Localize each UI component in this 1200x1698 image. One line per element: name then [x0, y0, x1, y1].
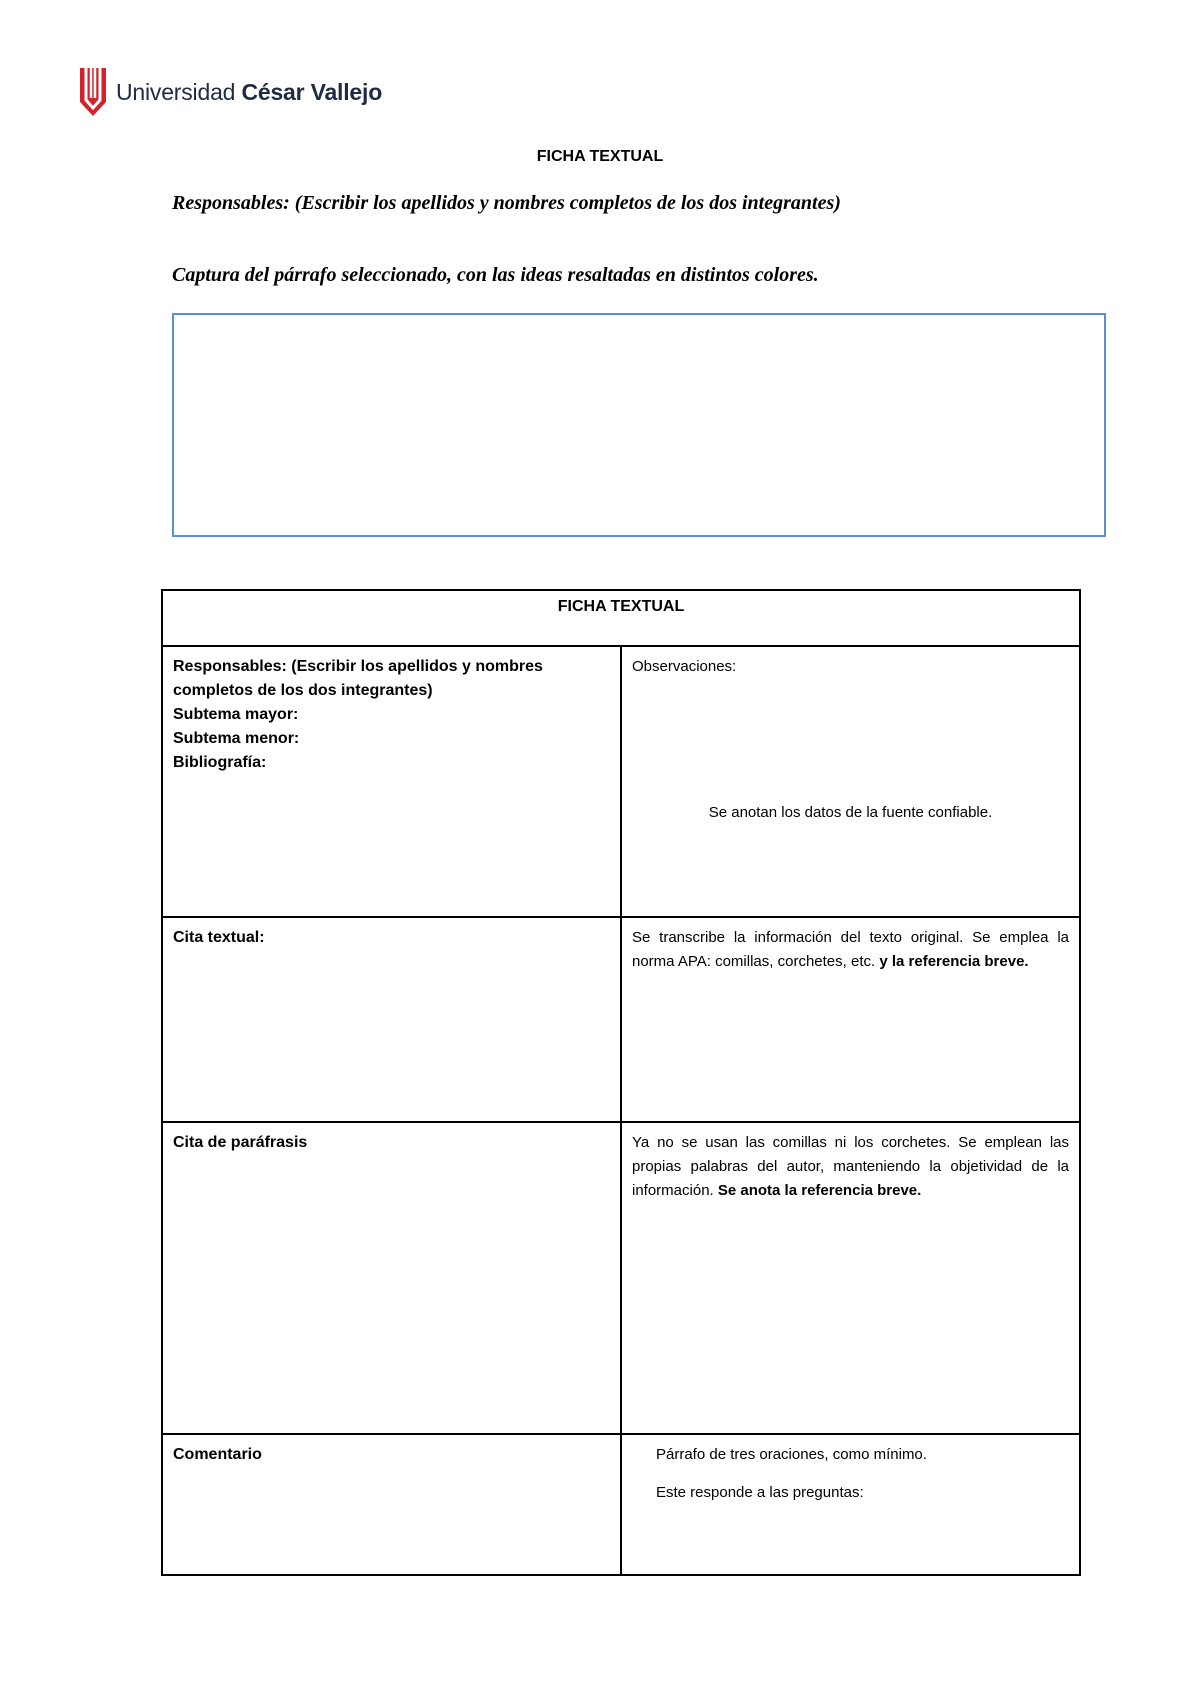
observaciones-cell: [621, 646, 1080, 917]
ucv-shield-icon: [78, 66, 108, 118]
cita-textual-label: Cita textual:: [173, 929, 265, 946]
responsables-instruction: Responsables: (Escribir los apellidos y nombres completos de los dos integrantes): [172, 192, 841, 214]
capture-area-box: [172, 313, 1106, 537]
comentario-note-cell: [621, 1434, 1080, 1575]
bibliografia-label: Bibliografía:: [173, 754, 267, 771]
cita-parafrasis-label: Cita de paráfrasis: [173, 1134, 308, 1151]
comentario-note-2: Este responde a las preguntas:: [656, 1484, 864, 1501]
captura-instruction: Captura del párrafo seleccionado, con las ideas resaltadas en distintos colores.: [172, 264, 819, 286]
cita-textual-note: Se transcribe la información del texto original. Se emplea la norma APA: comillas, corchetes, etc. y la referencia breve.: [632, 929, 1069, 970]
table-heading: FICHA TEXTUAL: [162, 590, 1080, 646]
page-title: FICHA TEXTUAL: [536, 148, 664, 165]
comentario-cell: [162, 1434, 621, 1575]
observaciones-label: Observaciones:: [632, 658, 737, 675]
comentario-label: Comentario: [173, 1446, 262, 1463]
responsables-label: Responsables: (Escribir los apellidos y nombres completos de los dos integrantes): [173, 658, 543, 699]
cita-parafrasis-note-cell: [621, 1122, 1080, 1434]
subtema-menor-label: Subtema menor:: [173, 730, 300, 747]
table-row: [162, 1434, 1080, 1575]
cita-parafrasis-note: Ya no se usan las comillas ni los corchetes. Se emplean las propias palabras del autor, manteniendo la objetividad de la información. Se anota la referencia breve.: [632, 1134, 1069, 1199]
table-row: [162, 646, 1080, 917]
observaciones-note: Se anotan los datos de la fuente confiable.: [708, 804, 993, 821]
table-row: [162, 917, 1080, 1122]
subtema-mayor-label: Subtema mayor:: [173, 706, 299, 723]
responsables-cell: [162, 646, 621, 917]
comentario-note-1: Párrafo de tres oraciones, como mínimo.: [656, 1446, 927, 1463]
university-logo: [78, 66, 382, 118]
table-row: [162, 1122, 1080, 1434]
cita-textual-note-cell: [621, 917, 1080, 1122]
cita-parafrasis-cell: [162, 1122, 621, 1434]
logo-text: Universidad César Vallejo: [116, 78, 383, 105]
cita-textual-cell: [162, 917, 621, 1122]
ficha-textual-table: [161, 589, 1081, 1576]
